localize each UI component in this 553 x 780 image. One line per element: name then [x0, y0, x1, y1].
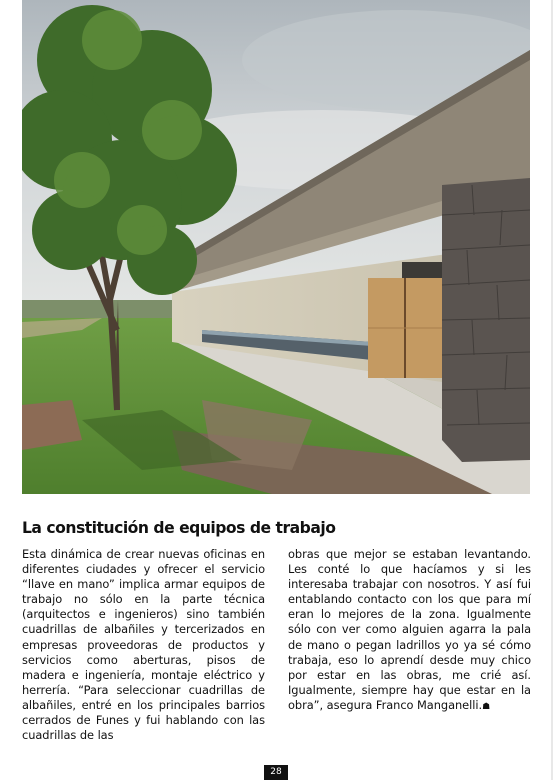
article-column-left: Esta dinámica de crear nuevas oficinas en diferentes ciudades y ofrecer el servicio “llave en mano” implica armar equipos de trabajo no sólo en la parte técnica (arquitectos e ingenieros) sino también cuadrillas de albañiles y tercerizados en empresas proveedoras de productos y servicios como aberturas, pisos de madera e ingeniería, montaje eléctrico y herrería. “Para seleccionar cuadrillas de albañiles, entré en los principales barrios cerrados de Funes y fui hablando con las cuadrillas de las [22, 547, 265, 743]
article-column-right [288, 547, 531, 715]
house-photo-illustration [22, 0, 530, 494]
end-of-article-icon: ☗ [482, 701, 491, 712]
section-heading: La constitución de equipos de trabajo [22, 519, 336, 537]
article-column-right-text: obras que mejor se estaban levantando. Les conté lo que hacíamos y si les interesaba trabajar con nosotros. Y así fui entablando contacto con los que para mí eran lo mejores de la zona. Igualmente sólo con ver como alguien agarra la pala de mano o pegan ladrillos yo ya sé cómo trabaja, eso lo aprendí desde muy chico por estar en las obras, me crié así. Igualmente, siempre hay que estar en la obra”, asegura Franco Manganelli. [288, 547, 531, 712]
article-photo [22, 0, 530, 494]
page-number: 28 [264, 765, 288, 780]
